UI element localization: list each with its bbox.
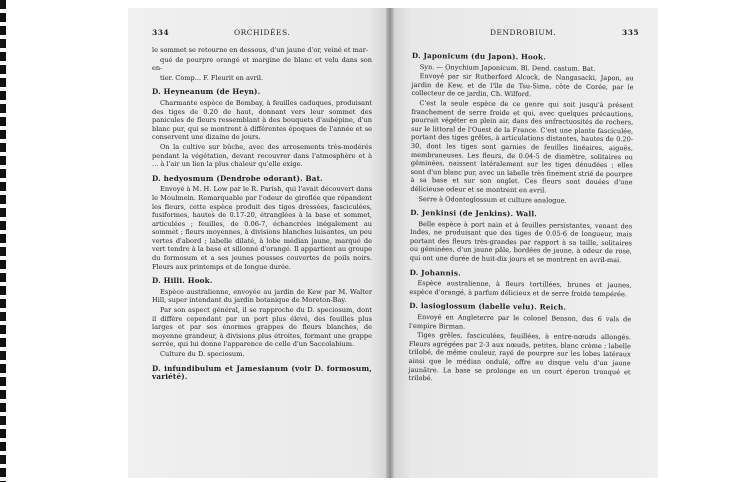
species-heading: D. Hilli. Hook. [152,276,213,286]
paragraph: tier. Comp... F. Fleurit en avril. [160,73,264,82]
paragraph: le sommet se retourne en dessous, d'un jaune d'or, veiné et mar- [152,46,369,54]
paragraph: C'est la seule espèce de ce genre qui soit jusqu'à présent franchement de serre froide et qui, avec quelques précautions, pourrait végéter en plein air, dans des anfractuosités de rochers, sur le littoral de l'Ouest de la France. C'est une plante fasciculée, portant des tiges grêles, à articulations distantes, hautes de 0.20-30, dont les tiges sont garnies de feuilles linéaires, aiguës, membraneuses. Les fleurs, de 0.04-5 de diamètre, solitaires ou géminées, naissent latéralement sur les tiges dénudées ; elles sont d'un blanc pur, avec un labelle très finement strié de pourpre à sa base et sur son onglet. Ces fleurs sont douées d'une délicieuse odeur et se montrent en avril. [410,99,634,195]
right-running-head: DENDROBIUM. [490,28,557,37]
book-gutter [386,8,394,478]
right-page [390,8,658,478]
paragraph: Envoyé en Angleterre par le colonel Benson, des 6 vals de l'empire Birman. [409,313,632,331]
paragraph: Espèce australienne, à fleurs tortillées, brunes et jaunes, espèce d'orangé, à parfum délicieux et de serre froide tempérée. [409,279,632,299]
paragraph: Belle espèce à port nain et à feuilles persistantes, venant des Indes, ne produisant que des tiges de 0.05-6 de longueur, mais portant des fleurs très-grandes par rapport à sa taille, solitaires ou géminées, d'un jaune pâle, bordées de jaune, à odeur de rose, qui ont une durée de huit-dix jours et se montrent en avril-mai. [409,219,633,265]
paragraph: Charmante espèce de Bombay, à feuilles caduques, produisant des tiges de 0.20 de haut, donnant vers leur sommet des panicules de fleurs ressemblant à des bouquets d'aubépine, d'un blanc pur, qui se montrent à différentes époques de l'année et se conservent une dizaine de jours. [152,98,372,142]
paragraph: Envoyé à M. H. Low par le R. Parish, qui l'avait découvert dans le Moulmein. Remarquable par l'odeur de giroflée que répandent les fleurs, cette espèce produit des tiges dressées, fasciculées, fusiformes, hautes de 0.17-20, étranglées à la base et sommet, articulées ; feuilles, de 0.06-7, échancrées inégalement au sommet ; fleurs moyennes, à divisions blanches luisantes, un peu vertes d'abord ; labelle dilaté, à lobe médian jaune, marqué de vert tendre à la base et sillonné d'orangé. Il appartient au groupe du formosum et a ses jeunes pousses couvertes de poils noirs. Fleurs aux printemps et de longue durée. [152,185,372,271]
paragraph: Culture du D. speciosum. [160,350,245,358]
species-heading: D. Heyneanum (de Heyn). [152,87,261,97]
left-page-text [152,46,372,384]
paragraph: Envoyé par sir Rutherford Alcock, de Nangasacki, Japon, au jardin de Kew, et de l'île de Tsu-Sima, côte de Corée, par le collecteur de ce jardin, Ch. Wilford. [411,72,634,99]
paragraph: Syn. — Onychium Japonicum. Bl. Dend. castum. Bat. [419,62,596,73]
left-running-head: ORCHIDÉES. [234,28,291,37]
paragraph: Tiges grêles, fasciculées, feuillées, à entre-nœuds allongés. Fleurs agrégées par 2-3 aux nœuds, petites, blanc crème ; labelle trilobé, de même couleur, rayé de pourpre sur les lobes latéraux ainsi que le médian ondulé, offre au disque velu d'un jaune jaunâtre. La base se prolonge en un court éperon tronqué et trilobé. [408,331,632,383]
left-folio: 334 [152,28,170,37]
right-folio: 335 [622,28,640,37]
book-spread [128,8,658,478]
scan-border-artifact [0,0,6,482]
species-heading: D. infundibulum et Jamesianum (voir D. formosum, variété). [152,363,372,382]
species-heading: D. Johannis. [409,267,461,278]
paragraph: Espèce australienne, envoyée au jardin de Kew par M. Walter Hill, super intendant du jardin botanique de Moreton-Bay. [152,287,372,305]
right-page-text [408,46,634,386]
species-heading: D. Jenkinsi (de Jenkins). Wall. [410,208,538,219]
species-heading: D. lasioglossum (labelle velu). Reich. [409,301,567,313]
species-heading: D. hedyosmum (Dendrobe odorant). Bat. [152,173,323,183]
species-heading: D. Japonicum (du Japon). Hook. [411,50,547,62]
left-page [128,8,390,478]
paragraph: On la cultive sur bûche, avec des arrosements très-modérés pendant la végétation, devant recouvrer dans l'atmosphère et à ... à l'air un lien la plus chaleur qu'elle exige. [152,142,372,169]
paragraph: Par son aspect général, il se rapproche du D. speciosum, dont il diffère cependant par un port plus élevé, des feuilles plus larges et par ses énormes grappes de fleurs blanches, de moyenne grandeur, à divisions plus étroites, formant une grappe serrée, qui lui donne l'apparence de celle d'un Saccolabium. [152,306,372,349]
paragraph: qué de pourpre orangé et margine de blanc et velu dans son en- [152,55,372,73]
paragraph: Serre à Odontoglossum et culture analogue. [418,194,567,205]
